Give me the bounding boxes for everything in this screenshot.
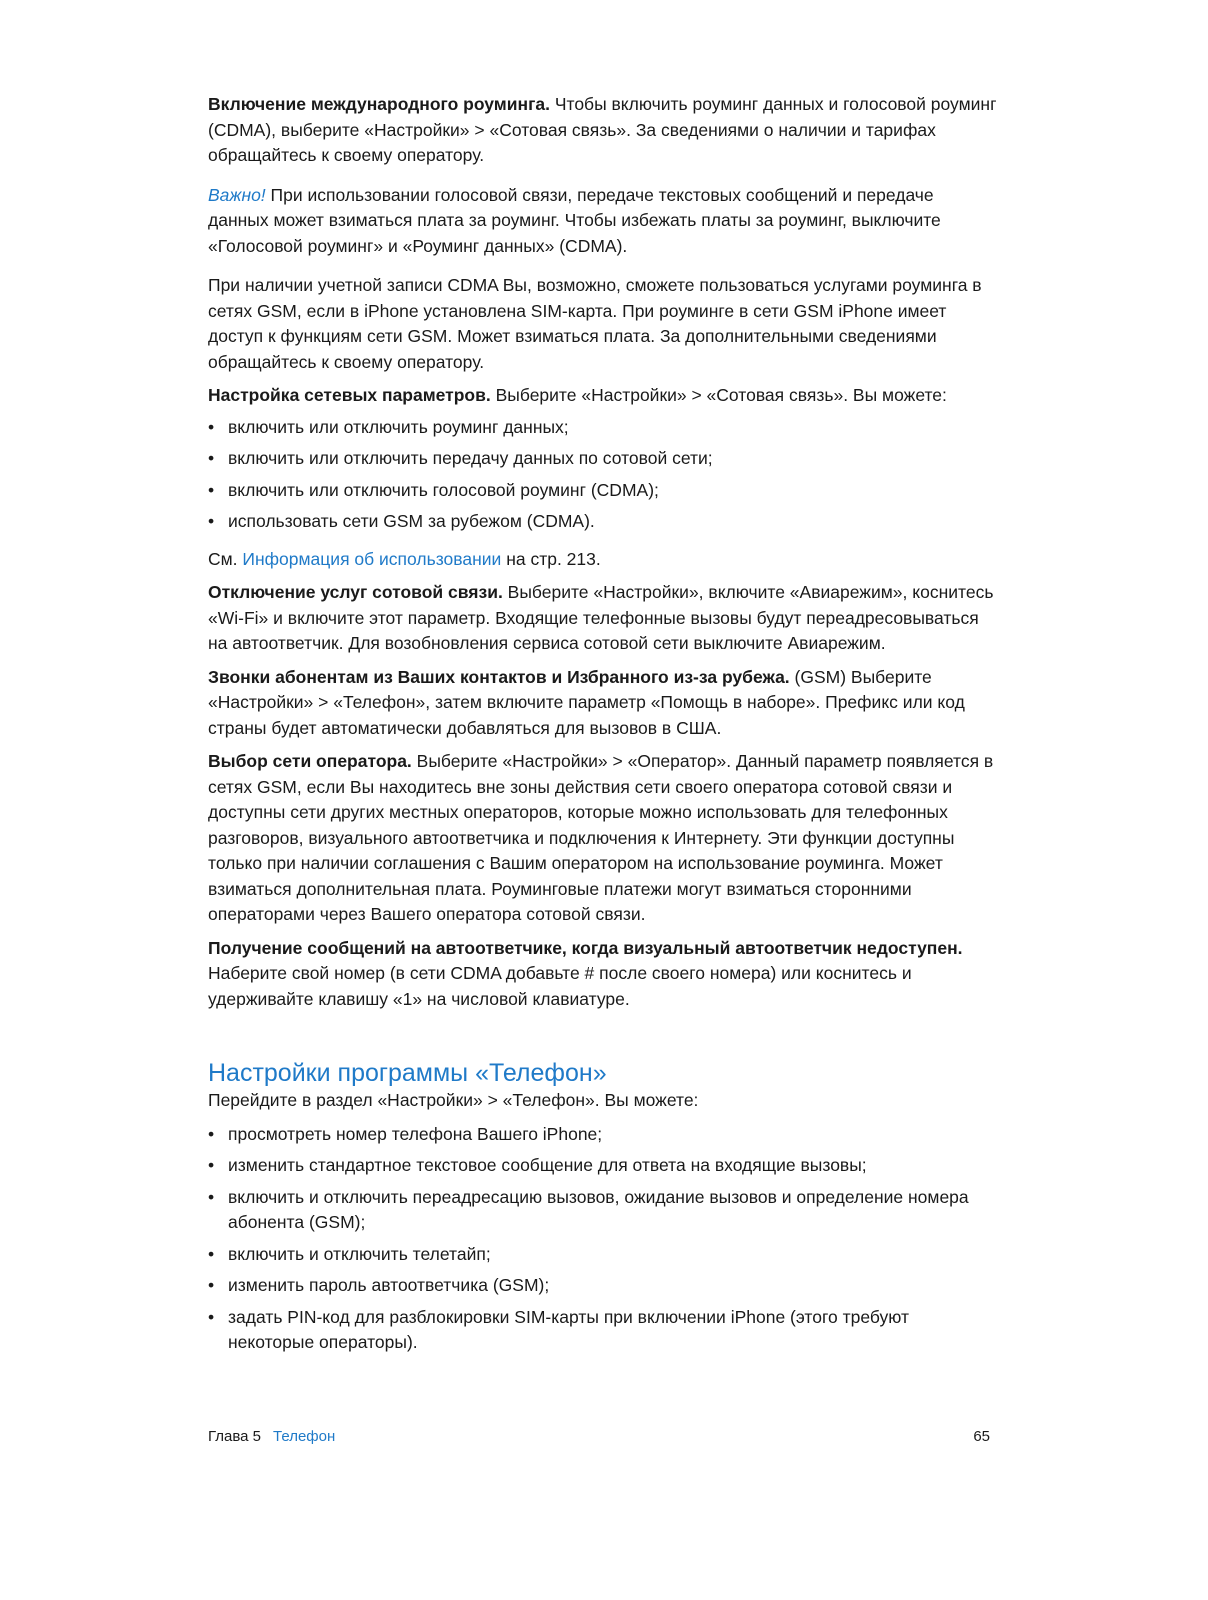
paragraph-voicemail [208,936,998,1013]
network-settings-title: Настройка сетевых параметров. [208,385,491,405]
footer-chapter [208,1428,335,1445]
page-number: 65 [973,1428,990,1445]
paragraph-see-also [208,547,998,573]
see-also-prefix: См. [208,548,243,569]
voicemail-text: Наберите свой номер (в сети CDMA добавьте # после своего номера) или коснитесь и удерживайте клавишу «1» на числовой клавиатуре. [208,963,912,1009]
disable-cellular-text: Выберите «Настройки», включите «Авиарежим», коснитесь «Wi-Fi» и включите этот параметр. Входящие телефонные вызовы будут переадресовываться на автоответчик. Для возобновления сервиса сотовой сети выключите Авиарежим. [208,582,994,653]
phone-settings-list [208,1122,998,1356]
list-item: • включить или отключить голосовой роуминг (CDMA); [208,478,998,504]
important-label: Важно! [208,184,266,205]
paragraph-calls-abroad [208,665,998,742]
list-item: • изменить стандартное текстовое сообщение для ответа на входящие вызовы; [208,1153,998,1179]
paragraph-network-settings [208,383,998,409]
disable-cellular-title: Отключение услуг сотовой связи. [208,582,503,602]
calls-abroad-title: Звонки абонентам из Ваших контактов и Избранного из-за рубежа. [208,666,790,687]
carrier-select-title: Выбор сети оператора. [208,751,412,771]
intl-roaming-text: Чтобы включить роуминг данных и голосовой роуминг (CDMA), выберите «Настройки» > «Сотовая связь». За сведениями о наличии и тарифах обращайтесь к своему оператору. [208,94,997,165]
document-body [208,92,998,1356]
voicemail-title: Получение сообщений на автоответчике, когда визуальный автоответчик недоступен. [208,937,963,958]
list-item: • включить и отключить переадресацию вызовов, ожидание вызовов и определение номера абонента (GSM); [208,1185,998,1236]
list-item: • включить или отключить передачу данных по сотовой сети; [208,446,998,472]
paragraph-cdma-note: При наличии учетной записи CDMA Вы, возможно, сможете пользоваться услугами роуминга в сетях GSM, если в iPhone установлена SIM-карта. При роуминге в сети GSM iPhone имеет доступ к функциям сети GSM. Может взиматься плата. За дополнительными сведениями обращайтесь к своему оператору. [208,275,982,372]
list-item: • задать PIN-код для разблокировки SIM-карты при включении iPhone (этого требуют некоторые операторы). [208,1305,998,1356]
important-text: При использовании голосовой связи, передаче текстовых сообщений и передаче данных может взиматься плата за роуминг. Чтобы избежать платы за роуминг, выключите «Голосовой роуминг» и «Роуминг данных» (CDMA). [208,184,941,256]
chapter-label: Глава 5 [208,1428,262,1445]
list-item: • использовать сети GSM за рубежом (CDMA). [208,509,998,535]
paragraph-intl-roaming [208,92,998,169]
usage-info-link[interactable]: Информация об использовании [242,548,502,569]
list-item: • включить и отключить телетайп; [208,1242,998,1268]
paragraph-disable-cellular [208,580,998,657]
section-heading-phone-settings: Настройки программы «Телефон» [208,1059,607,1087]
calls-abroad-text: (GSM) Выберите «Настройки» > «Телефон», затем включите параметр «Помощь в наборе». Префикс или код страны будет автоматически добавляться для вызовов в США. [208,666,965,738]
list-item: • включить или отключить роуминг данных; [208,415,998,441]
list-item: • просмотреть номер телефона Вашего iPhone; [208,1122,998,1148]
paragraph-carrier-select [208,749,998,928]
intl-roaming-title: Включение международного роуминга. [208,94,550,114]
network-settings-text: Выберите «Настройки» > «Сотовая связь». Вы можете: [490,385,947,405]
phone-settings-intro: Перейдите в раздел «Настройки» > «Телефон». Вы можете: [208,1090,699,1110]
carrier-select-text: Выберите «Настройки» > «Оператор». Данный параметр появляется в сетях GSM, если Вы находитесь вне зоны действия сети своего оператора сотовой связи и доступны сети других местных операторов, которые можно использовать для телефонных разговоров, визуального автоответчика и подключения к Интернету. Эти функции доступны только при наличии соглашения с Вашим оператором на использование роуминга. Может взиматься дополнительная плата. Роуминговые платежи могут взиматься сторонними операторами через Вашего оператора сотовой связи. [208,751,994,924]
section-label: Телефон [273,1428,336,1445]
paragraph-important [208,183,998,260]
list-item: • изменить пароль автоответчика (GSM); [208,1273,998,1299]
network-settings-list [208,415,998,535]
see-also-suffix: на стр. 213. [501,548,601,569]
